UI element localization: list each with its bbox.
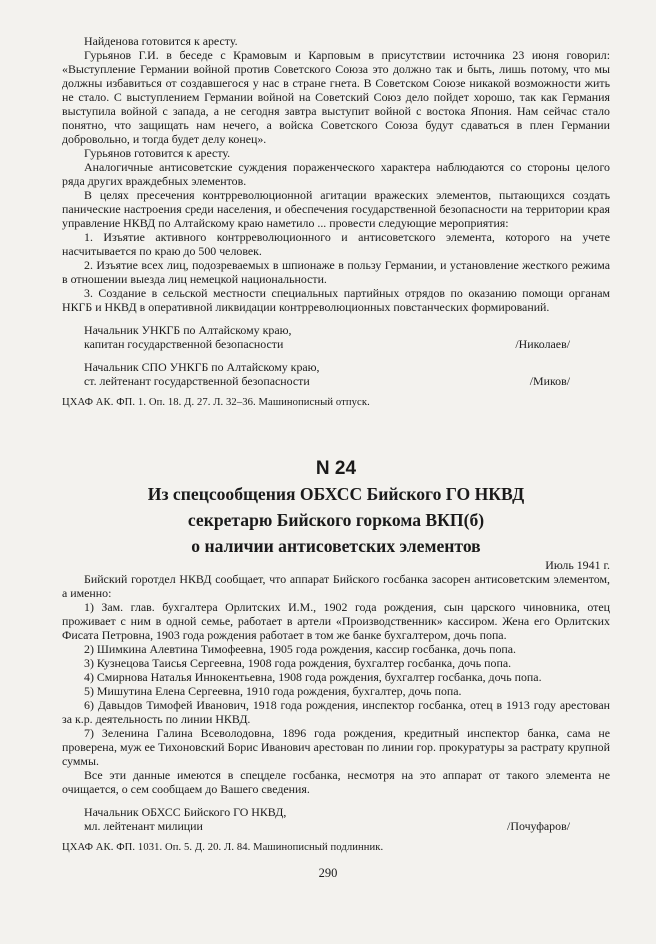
archive-reference: ЦХАФ АК. ФП. 1. Оп. 18. Д. 27. Л. 32–36. Машинописный отпуск. <box>62 397 370 408</box>
paragraph: 2. Изъятие всех лиц, подозреваемых в шпионаже в пользу Германии, и установление жесткого режима в отношении выезда лиц немецкой национальности. <box>62 258 610 286</box>
paragraph: Все эти данные имеются в спецделе госбанка, несмотря на это аппарат от такого элемента не очищается, о сем сообщаем до Вашего сведения. <box>62 768 610 796</box>
paragraph: Аналогичные антисоветские суждения пораженческого характера наблюдаются со стороны целого ряда других враждебных элементов. <box>62 160 610 188</box>
signature-block <box>62 805 610 833</box>
document-title-line: Из спецсообщения ОБХСС Бийского ГО НКВД <box>147 484 525 504</box>
document-date: Июль 1941 г. <box>545 558 610 572</box>
signature-position: Начальник ОБХСС Бийского ГО НКВД, <box>84 805 287 819</box>
list-item: 1) Зам. глав. бухгалтера Орлитских И.М., 1902 года рождения, сын царского чиновника, отец проживает с ним в одной семье, работает в артели «Производственник» кассиром. Жена его Орлитских Фисата Петровна, 1903 года рождения работает в том же банке бухгалтером, дочь попа. <box>62 600 610 642</box>
paragraph: 1. Изъятие активного контрреволюционного и антисоветского элемента, которого на учете насчитывается по краю до 500 человек. <box>62 230 610 258</box>
paragraph: Гурьянов Г.И. в беседе с Крамовым и Карповым в присутствии источника 23 июня говорил: «Выступление Германии войной против Советского Союза это должно так и быть, лишь потому, что мы должны избавиться от создавшегося у нас в стране гнета. В Советском Союзе никакой возможности жить не стало. С выступлением Германии войной на Советский Союз дело пойдет хорошо, так как Германия выступила войной с запада, а не сегодня завтра выступит войной с востока Япония. Нам сейчас стало понятно, что защищать нам нечего, а войска Советского Союза будут сдаваться в плен Германии добровольно, и тогда будет делу конец». <box>62 48 610 146</box>
list-item: 2) Шимкина Алевтина Тимофеевна, 1905 года рождения, кассир госбанка, дочь попа. <box>84 642 517 656</box>
document-title-line: секретарю Бийского горкома ВКП(б) <box>187 510 485 530</box>
signature-rank: мл. лейтенант милиции <box>84 819 203 833</box>
signature-name: /Миков/ <box>529 374 570 388</box>
signature-position: Начальник УНКГБ по Алтайскому краю, <box>84 323 292 337</box>
document-title-line: о наличии антисоветских элементов <box>191 536 481 556</box>
signature-name: /Николаев/ <box>515 337 570 351</box>
document-number: N 24 <box>315 458 357 479</box>
signature-rank: капитан государственной безопасности <box>84 337 284 351</box>
paragraph: Гурьянов готовится к аресту. <box>84 146 231 160</box>
list-item: 4) Смирнова Наталья Иннокентьевна, 1908 года рождения, бухгалтер госбанка, дочь попа. <box>84 670 542 684</box>
paragraph: В целях пресечения контрреволюционной агитации вражеских элементов, пытающихся создать панические настроения среди населения, и обеспечения государственной безопасности на территории края управление НКВД по Алтайскому краю наметило ... провести следующие мероприятия: <box>62 188 610 230</box>
list-item: 5) Мишутина Елена Сергеевна, 1910 года рождения, бухгалтер, дочь попа. <box>84 684 462 698</box>
list-item: 3) Кузнецова Таисья Сергеевна, 1908 года рождения, бухгалтер госбанка, дочь попа. <box>84 656 512 670</box>
signature-name: /Почуфаров/ <box>507 819 570 833</box>
list-item: 7) Зеленина Галина Всеволодовна, 1896 года рождения, кредитный инспектор банка, сама не проверена, муж ее Тихоновский Борис Иванович арестован по линии гор. прокуратуры за растрату крупной суммы. <box>62 726 610 768</box>
signature-rank: ст. лейтенант государственной безопасности <box>84 374 310 388</box>
paragraph: Найденова готовится к аресту. <box>84 34 238 48</box>
paragraph: 3. Создание в сельской местности специальных партийных отрядов по оказанию помощи органам НКГБ и НКВД в оперативной ликвидации контрреволюционных повстанческих формирований. <box>62 286 610 314</box>
list-item: 6) Давыдов Тимофей Иванович, 1918 года рождения, инспектор госбанка, отец в 1913 году арестован за к.р. деятельность по линии НКВД. <box>62 698 610 726</box>
signature-position: Начальник СПО УНКГБ по Алтайскому краю, <box>84 360 320 374</box>
signature-block <box>62 323 610 388</box>
page-number: 290 <box>318 866 338 880</box>
archive-reference: ЦХАФ АК. ФП. 1031. Оп. 5. Д. 20. Л. 84. Машинописный подлинник. <box>62 842 384 853</box>
paragraph: Бийский горотдел НКВД сообщает, что аппарат Бийского госбанка засорен антисоветским элементом, а именно: <box>62 572 610 600</box>
